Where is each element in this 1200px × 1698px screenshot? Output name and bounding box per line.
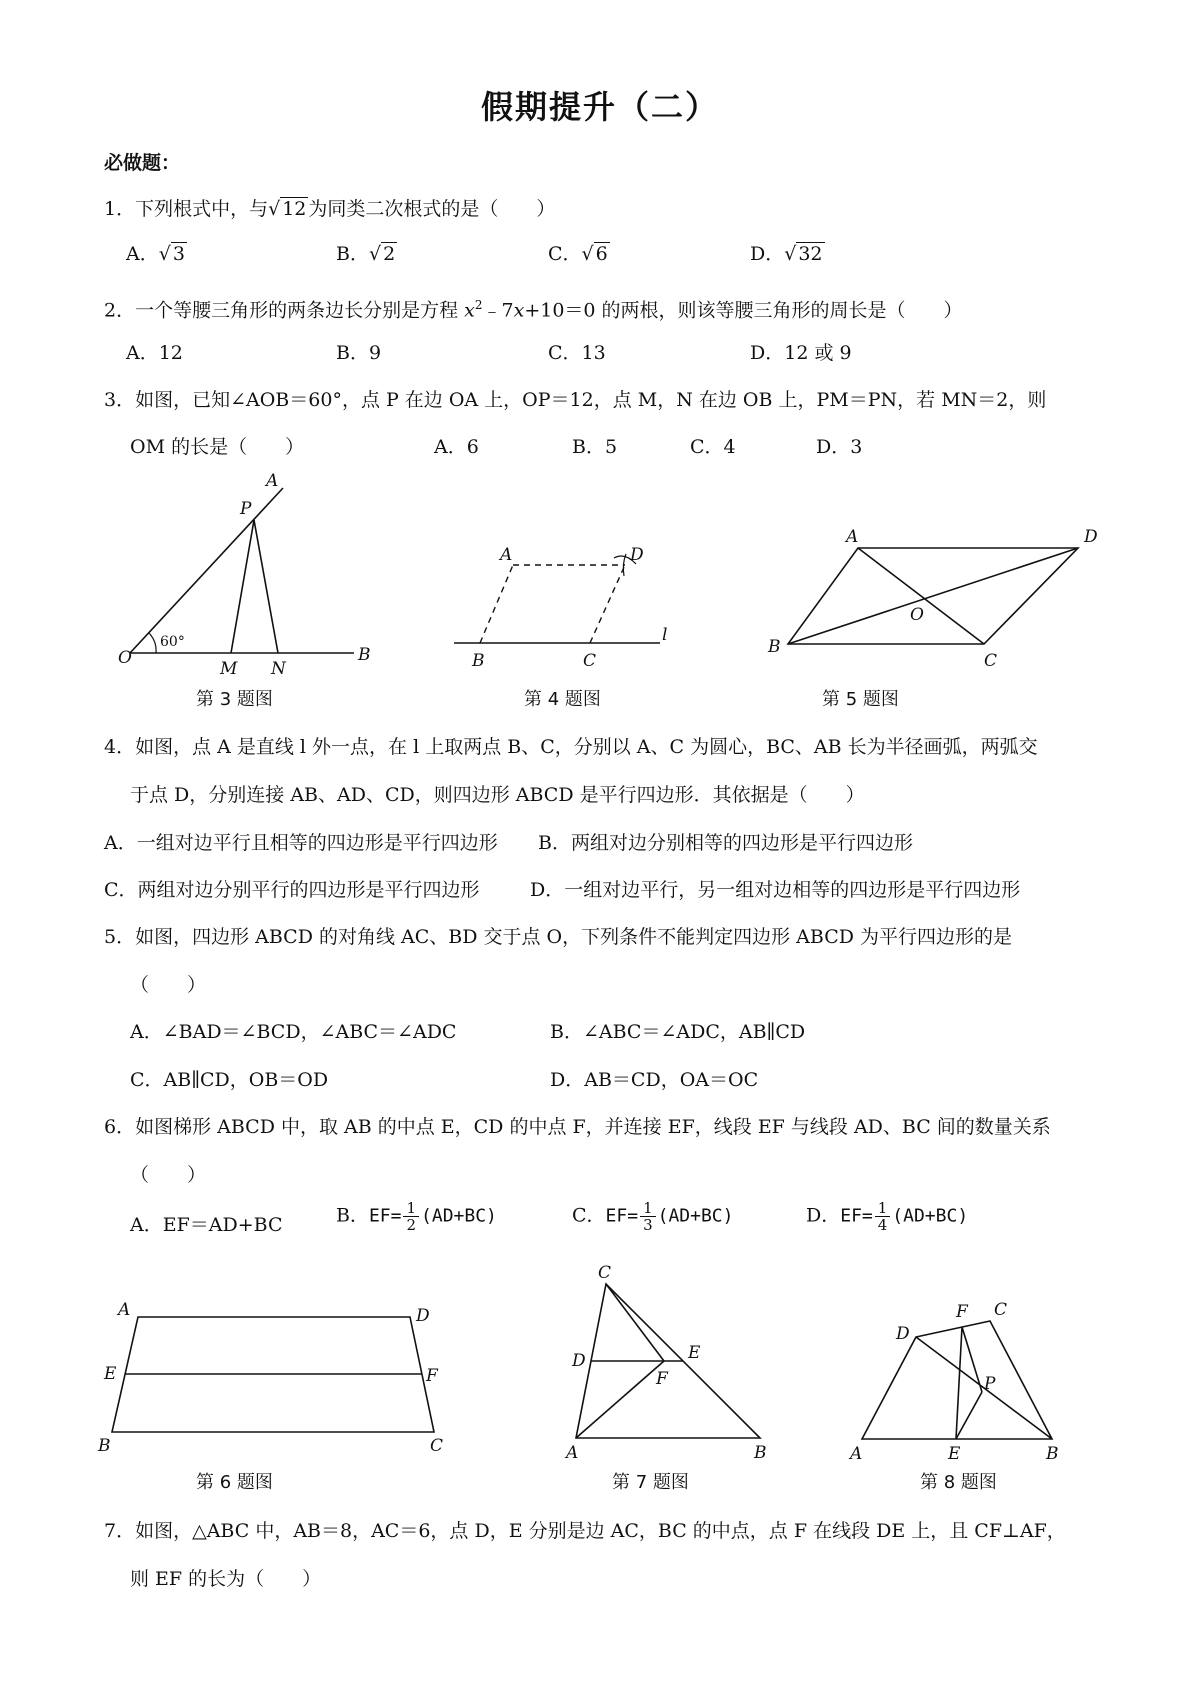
q1-radical: √ 12 xyxy=(268,198,307,220)
figure-7 xyxy=(556,1262,776,1462)
fig5-label-b: B xyxy=(768,637,781,657)
fig3-label-b: B xyxy=(358,645,371,665)
q6-opt-b-fraction xyxy=(403,1200,419,1233)
q2-text-a: 2．一个等腰三角形的两条边长分别是方程 xyxy=(104,299,465,322)
q6-option-b xyxy=(336,1200,497,1233)
fig6-label-d: D xyxy=(416,1306,430,1326)
fig3-label-a: A xyxy=(266,471,279,491)
q6-opt-d-den: 4 xyxy=(877,1216,888,1234)
fig3-angle-arc xyxy=(149,633,156,653)
q1-opt-a-radicand: 3 xyxy=(172,243,185,265)
page-title: 假期提升（二） xyxy=(480,88,719,126)
fig8-label-c: C xyxy=(994,1300,1008,1320)
fig4-label-d: D xyxy=(630,545,644,565)
fig8-label-a: A xyxy=(850,1444,863,1464)
question-3-line-2: OM 的长是（ ） xyxy=(130,436,305,458)
fig3-segment-pn xyxy=(254,520,278,653)
fig7-label-f: F xyxy=(656,1369,668,1389)
q6-opt-c-ef: EF= xyxy=(605,1205,639,1227)
q6-opt-c-num: 1 xyxy=(640,1200,656,1217)
q6-opt-c-fraction xyxy=(640,1200,656,1233)
caption-figure-5: 第 5 题图 xyxy=(822,689,899,710)
fig5-diagonal-ac xyxy=(858,548,984,644)
q6-opt-b-label: B． xyxy=(336,1204,369,1227)
question-4-line-2: 于点 D，分别连接 AB、AD、CD，则四边形 ABCD 是平行四边形．其依据是（ ） xyxy=(130,784,865,806)
fig3-label-n: N xyxy=(271,659,286,679)
q1-opt-c-label: C． xyxy=(548,243,582,265)
fig5-label-c: C xyxy=(984,651,998,670)
q6-opt-d-num: 1 xyxy=(875,1200,891,1217)
caption-figure-7: 第 7 题图 xyxy=(612,1472,689,1493)
q6-option-a: A．EF＝AD+BC xyxy=(130,1214,283,1236)
q6-opt-b-num: 1 xyxy=(403,1200,419,1217)
figure-6 xyxy=(96,1295,456,1465)
fig7-label-d: D xyxy=(572,1351,586,1371)
q2-option-a: A．12 xyxy=(126,342,183,364)
q5-option-b: B．∠ABC＝∠ADC，AB∥CD xyxy=(550,1021,806,1043)
q2-option-d: D．12 或 9 xyxy=(750,342,852,364)
caption-figure-4: 第 4 题图 xyxy=(524,689,601,710)
question-6-line-2: （ ） xyxy=(130,1164,207,1186)
q5-option-c: C．AB∥CD，OB＝OD xyxy=(130,1069,329,1091)
q2-text-c: +10＝0 的两根，则该等腰三角形的周长是（ ） xyxy=(524,299,963,322)
fig8-label-e: E xyxy=(948,1444,961,1464)
q3-option-b: B．5 xyxy=(572,436,618,458)
q2-var-x: x xyxy=(464,299,475,322)
q1-option-b: B．√ 2 xyxy=(336,243,396,265)
question-3-line-1: 3．如图，已知∠AOB＝60°，点 P 在边 OA 上，OP＝12，点 M，N 在边 OB 上，PM＝PN，若 MN＝2，则 xyxy=(104,389,1047,411)
fig3-ray-oa xyxy=(130,488,283,653)
q6-opt-b-ef: EF= xyxy=(368,1205,402,1227)
fig5-label-d: D xyxy=(1084,527,1098,547)
fig6-label-a: A xyxy=(118,1300,131,1320)
fig8-label-d: D xyxy=(896,1324,910,1344)
fig5-diagonal-bd xyxy=(788,548,1078,644)
question-6-line-1: 6．如图梯形 ABCD 中，取 AB 的中点 E，CD 的中点 F，并连接 EF，线段 EF 与线段 AD、BC 间的数量关系 xyxy=(104,1116,1051,1138)
fig5-label-o: O xyxy=(910,605,924,625)
q6-opt-b-den: 2 xyxy=(406,1216,417,1234)
q2-option-b: B．9 xyxy=(336,342,382,364)
question-7-line-1: 7．如图，△ABC 中，AB＝8，AC＝6，点 D，E 分别是边 AC，BC 的中点，点 F 在线段 DE 上，且 CF⊥AF， xyxy=(104,1520,1066,1542)
q1-radicand: 12 xyxy=(282,198,307,220)
fig4-label-c: C xyxy=(583,651,597,670)
q1-opt-d-label: D． xyxy=(750,243,785,265)
q1-option-c: C．√ 6 xyxy=(548,243,608,265)
q3-option-a: A．6 xyxy=(434,436,479,458)
q1-opt-c-radicand: 6 xyxy=(595,243,608,265)
figure-8 xyxy=(846,1295,1076,1465)
q4-option-a: A．一组对边平行且相等的四边形是平行四边形 xyxy=(104,832,498,854)
q6-opt-d-ef: EF= xyxy=(840,1205,873,1227)
question-7-line-2: 则 EF 的长为（ ） xyxy=(130,1568,322,1590)
q6-opt-b-paren: (AD+BC) xyxy=(421,1205,497,1227)
caption-figure-3: 第 3 题图 xyxy=(196,689,273,710)
q2-var-x2: x xyxy=(513,299,525,322)
fig5-label-a: A xyxy=(846,527,859,547)
fig8-label-p: P xyxy=(984,1374,996,1394)
q4-option-d: D．一组对边平行，另一组对边相等的四边形是平行四边形 xyxy=(530,879,1021,901)
figure-4 xyxy=(450,530,680,670)
fig4-label-l: l xyxy=(662,625,668,645)
fig7-label-a: A xyxy=(566,1443,579,1462)
q2-exponent: 2 xyxy=(474,298,483,312)
fig4-segment-ab xyxy=(480,565,513,643)
q6-option-c xyxy=(572,1200,733,1233)
fig7-segment-cf xyxy=(606,1284,664,1361)
q6-opt-d-label: D． xyxy=(806,1204,841,1227)
q6-opt-d-fraction xyxy=(875,1200,891,1233)
fig3-angle-label: 60° xyxy=(160,634,185,650)
q3-option-c: C．4 xyxy=(690,436,736,458)
caption-figure-6: 第 6 题图 xyxy=(196,1472,273,1493)
fig8-label-f: F xyxy=(956,1302,968,1322)
q1-text-a: 1．下列根式中，与 xyxy=(104,198,269,220)
section-heading: 必做题： xyxy=(104,152,181,174)
question-4-line-1: 4．如图，点 A 是直线 l 外一点，在 l 上取两点 B、C，分别以 A、C 为圆心，BC、AB 长为半径画弧，两弧交 xyxy=(104,736,1038,758)
fig6-label-b: B xyxy=(98,1436,111,1456)
q4-option-c: C．两组对边分别平行的四边形是平行四边形 xyxy=(104,879,480,901)
figure-3 xyxy=(118,470,378,680)
fig8-segment-fp xyxy=(962,1327,982,1392)
figure-5 xyxy=(760,520,1100,670)
fig3-label-m: M xyxy=(220,659,238,679)
q2-text-b: ﹣7 xyxy=(482,299,514,322)
question-1-stem xyxy=(104,196,555,222)
q1-opt-d-radicand: 32 xyxy=(798,243,823,265)
fig8-label-b: B xyxy=(1046,1444,1059,1464)
fig7-label-e: E xyxy=(688,1343,701,1363)
q6-option-d xyxy=(806,1200,968,1233)
q1-option-a: A．√ 3 xyxy=(126,243,185,265)
q1-opt-b-radicand: 2 xyxy=(383,243,396,265)
fig8-segment-ep xyxy=(956,1392,982,1439)
fig4-label-b: B xyxy=(472,651,485,670)
q1-opt-b-label: B． xyxy=(336,243,369,265)
fig6-label-f: F xyxy=(426,1366,438,1386)
q5-option-d: D．AB＝CD，OA＝OC xyxy=(550,1069,759,1091)
q6-opt-c-label: C． xyxy=(572,1204,606,1227)
q2-option-c: C．13 xyxy=(548,342,606,364)
q3-option-d: D．3 xyxy=(816,436,863,458)
question-5-line-2: （ ） xyxy=(130,974,207,996)
fig6-label-c: C xyxy=(430,1436,444,1456)
q6-opt-d-paren: (AD+BC) xyxy=(892,1205,969,1227)
question-2-stem xyxy=(104,292,963,323)
q6-opt-c-den: 3 xyxy=(643,1216,653,1234)
fig4-label-a: A xyxy=(500,545,513,565)
q1-text-b: 为同类二次根式的是（ ） xyxy=(308,198,556,220)
fig4-segment-cd xyxy=(590,565,625,643)
q5-option-a: A．∠BAD＝∠BCD，∠ABC＝∠ADC xyxy=(130,1021,457,1043)
fig8-segment-fe xyxy=(956,1327,962,1439)
q1-option-d: D．√ 32 xyxy=(750,243,823,265)
caption-figure-8: 第 8 题图 xyxy=(920,1472,997,1493)
fig3-label-o: O xyxy=(118,648,132,668)
q4-option-b: B．两组对边分别相等的四边形是平行四边形 xyxy=(538,832,913,854)
q6-opt-c-paren: (AD+BC) xyxy=(657,1205,734,1227)
fig3-label-p: P xyxy=(240,499,252,519)
question-5-line-1: 5．如图，四边形 ABCD 的对角线 AC、BD 交于点 O，下列条件不能判定四边形 ABCD 为平行四边形的是 xyxy=(104,926,1013,948)
q1-opt-a-label: A． xyxy=(126,243,159,265)
fig7-label-c: C xyxy=(598,1263,612,1283)
fig6-label-e: E xyxy=(104,1364,117,1384)
fig7-label-b: B xyxy=(754,1443,767,1462)
